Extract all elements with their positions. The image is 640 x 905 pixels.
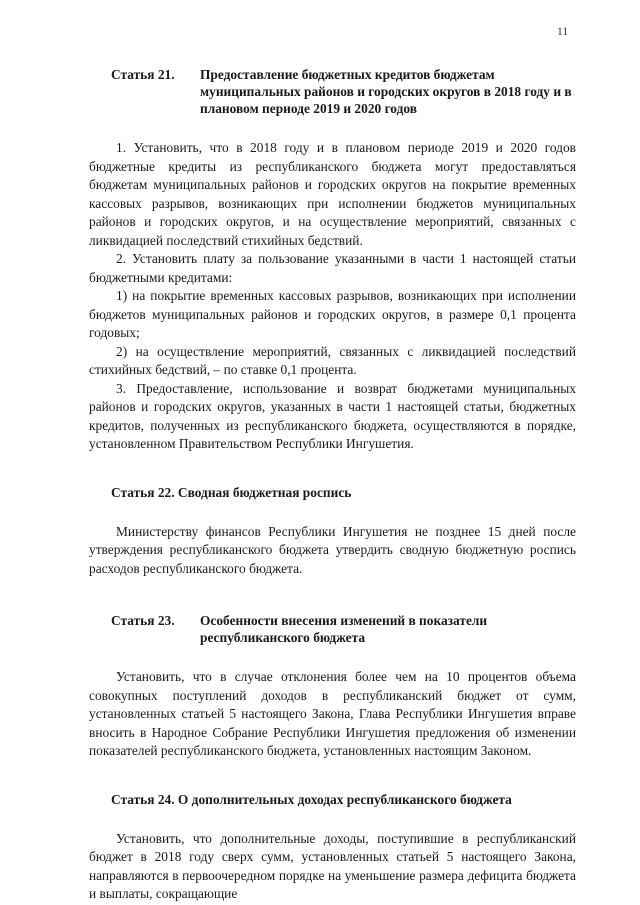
article-21-number: Статья 21. (111, 67, 175, 82)
article-23-paragraph: Установить, что в случае отклонения более чем на 10 процентов объема совокупных поступлений доходов в республиканский бюджет от сумм, установленных статьей 5 настоящего Закона, Глава Республики Ингушетия вправе вносить в Народное Собрание Республики Ингушетия предложения об изменении показателей республиканского бюджета, установленных настоящим Законом. (89, 669, 576, 758)
page-content (89, 66, 576, 904)
article-22-paragraph: Министерству финансов Республики Ингушетия не позднее 15 дней после утверждения республиканского бюджета утвердить сводную бюджетную роспись расходов республиканского бюджета. (89, 523, 576, 576)
article-22-heading: Статья 22. Сводная бюджетная роспись (111, 484, 352, 500)
article-24-paragraph: Установить, что дополнительные доходы, поступившие в республиканский бюджет в 2018 году сверх сумм, установленных статьей 5 настоящего Закона, направляются в первоочередном порядке на уменьшение размера дефицита бюджета и выплаты, сокращающие (89, 830, 576, 901)
article-23-title: Особенности внесения изменений в показатели республиканского бюджета (200, 613, 488, 645)
page-number: 11 (557, 26, 569, 38)
article-23-heading (89, 612, 576, 646)
article-21-paragraph: 2. Установить плату за пользование указанными в части 1 настоящей статьи бюджетными кредитами: (89, 251, 576, 285)
article-21-paragraph: 2) на осуществление мероприятий, связанных с ликвидацией последствий стихийных бедствий, – по ставке 0,1 процента. (89, 343, 576, 377)
article-21-heading (89, 66, 576, 117)
article-24-heading: Статья 24. О дополнительных доходах республиканского бюджета (111, 791, 512, 807)
article-21-paragraph: 1. Установить, что в 2018 году и в плановом периоде 2019 и 2020 годов бюджетные кредиты из республиканского бюджета могут предоставляться бюджетам муниципальных районов и городских округов на покрытие временных кассовых разрывов, возникающих при исполнении бюджетов муниципальных районов и городских округов, и на осуществление мероприятий, связанных с ликвидацией последствий стихийных бедствий. (89, 140, 576, 248)
article-21-title: Предоставление бюджетных кредитов бюджетам муниципальных районов и городских округов в 2018 году и в плановом периоде 2019 и 2020 годов (200, 67, 572, 116)
article-23-number: Статья 23. (111, 613, 175, 628)
article-21-paragraph: 1) на покрытие временных кассовых разрывов, возникающих при исполнении бюджетов муниципальных районов и городских округов, в размере 0,1 процента годовых; (89, 288, 576, 340)
article-21-paragraph: 3. Предоставление, использование и возврат бюджетами муниципальных районов и городских округов, указанных в части 1 настоящей статьи, бюджетных кредитов, полученных из республиканского бюджета, осуществляются в порядке, установленном Правительством Республики Ингушетия. (89, 380, 576, 451)
